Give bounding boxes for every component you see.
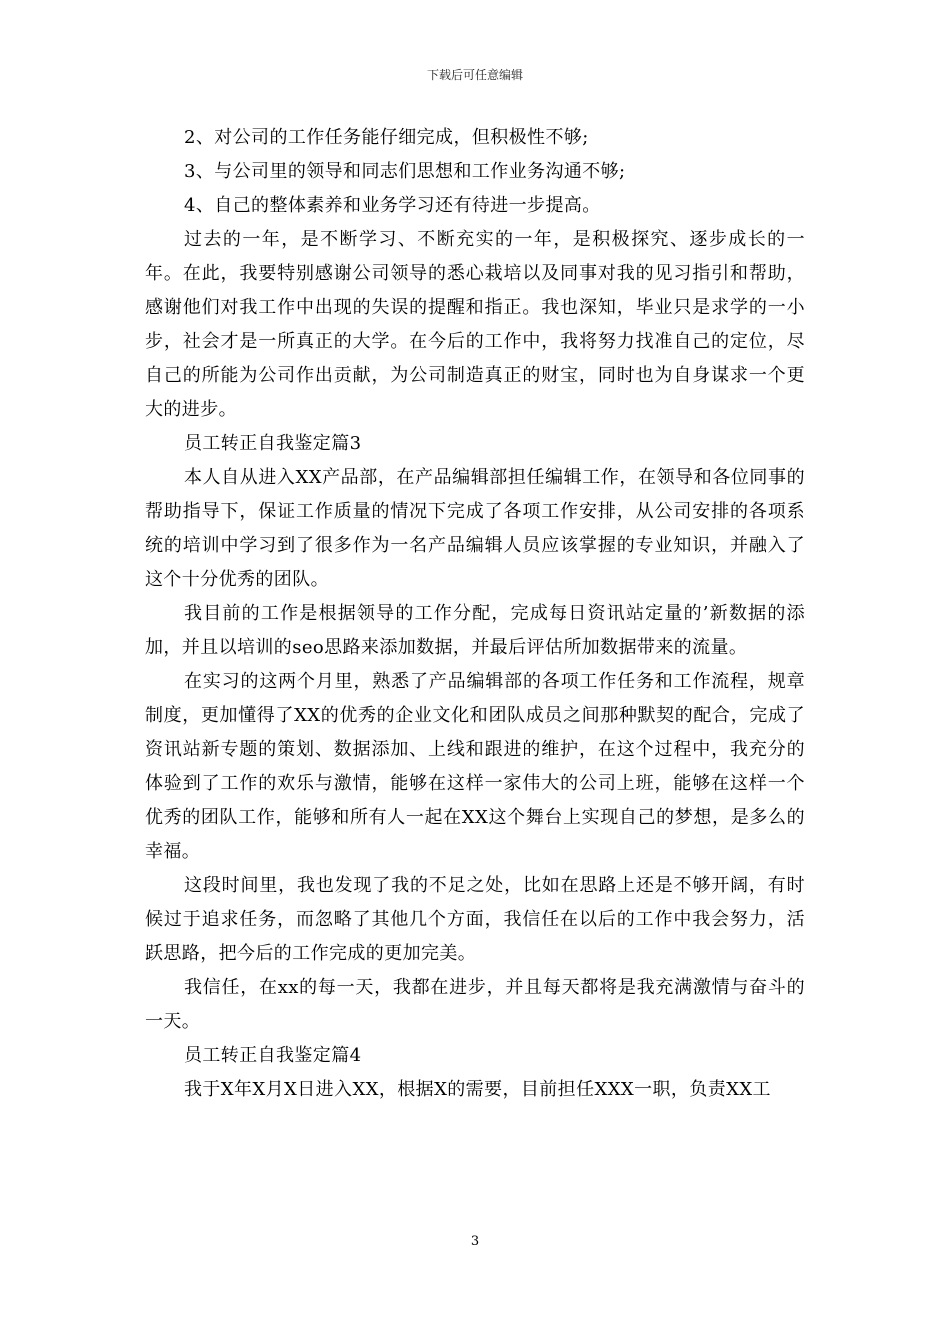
section-heading-4: 员工转正自我鉴定篇4: [184, 1045, 362, 1066]
section-heading-3: 员工转正自我鉴定篇3: [184, 433, 362, 454]
paragraph-section-4-start: 我于X年X月X日进入XX，根据X的需要，目前担任XXX一职，负责XX工: [184, 1079, 771, 1100]
paragraph-list-item-4: 4、自己的整体素养和业务学习还有待进一步提高。: [184, 195, 601, 216]
paragraph-list-item-3: 3、与公司里的领导和同志们思想和工作业务沟通不够;: [184, 161, 626, 182]
paragraph-internship: 在实习的这两个月里，熟悉了产品编辑部的各项工作任务和工作流程，规章制度，更加懂得了XX的优秀的企业文化和团队成员之间那种默契的配合，完成了资讯站新专题的策划、数据添加、上线和跟进的维护，在这个过程中，我充分的体验到了工作的欢乐与激情，能够在这样一家伟大的公司上班，能够在这样一个优秀的团队工作，能够和所有人一起在XX这个舞台上实现自己的梦想，是多么的幸福。: [145, 671, 805, 862]
page-number: 3: [470, 1234, 480, 1249]
paragraph-list-item-2: 2、对公司的工作任务能仔细完成，但积极性不够;: [184, 127, 589, 148]
paragraph-confidence: 我信任，在xx的每一天，我都在进步，并且每天都将是我充满激情与奋斗的一天。: [145, 977, 805, 1032]
paragraph-joining: 本人自从进入XX产品部，在产品编辑部担任编辑工作，在领导和各位同事的帮助指导下，保证工作质量的情况下完成了各项工作安排，从公司安排的各项系统的培训中学习到了很多作为一名产品编辑人员应该掌握的专业知识，并融入了这个十分优秀的团队。: [145, 467, 805, 590]
paragraph-shortcomings: 这段时间里，我也发现了我的不足之处，比如在思路上还是不够开阔，有时候过于追求任务，而忽略了其他几个方面，我信任在以后的工作中我会努力，活跃思路，把今后的工作完成的更加完美。: [145, 875, 805, 964]
paragraph-current-work: 我目前的工作是根据领导的工作分配，完成每日资讯站定量的’新数据的添加，并且以培训的seo思路来添加数据，并最后评估所加数据带来的流量。: [145, 603, 805, 658]
document-body: [145, 121, 805, 1107]
paragraph-past-year: 过去的一年，是不断学习、不断充实的一年，是积极探究、逐步成长的一年。在此，我要特别感谢公司领导的悉心栽培以及同事对我的见习指引和帮助，感谢他们对我工作中出现的失误的提醒和指正。我也深知，毕业只是求学的一小步，社会才是一所真正的大学。在今后的工作中，我将努力找准自己的定位，尽自己的所能为公司作出贡献，为公司制造真正的财宝，同时也为自身谋求一个更大的进步。: [145, 229, 805, 420]
page-header: 下载后可任意编辑: [426, 68, 523, 82]
